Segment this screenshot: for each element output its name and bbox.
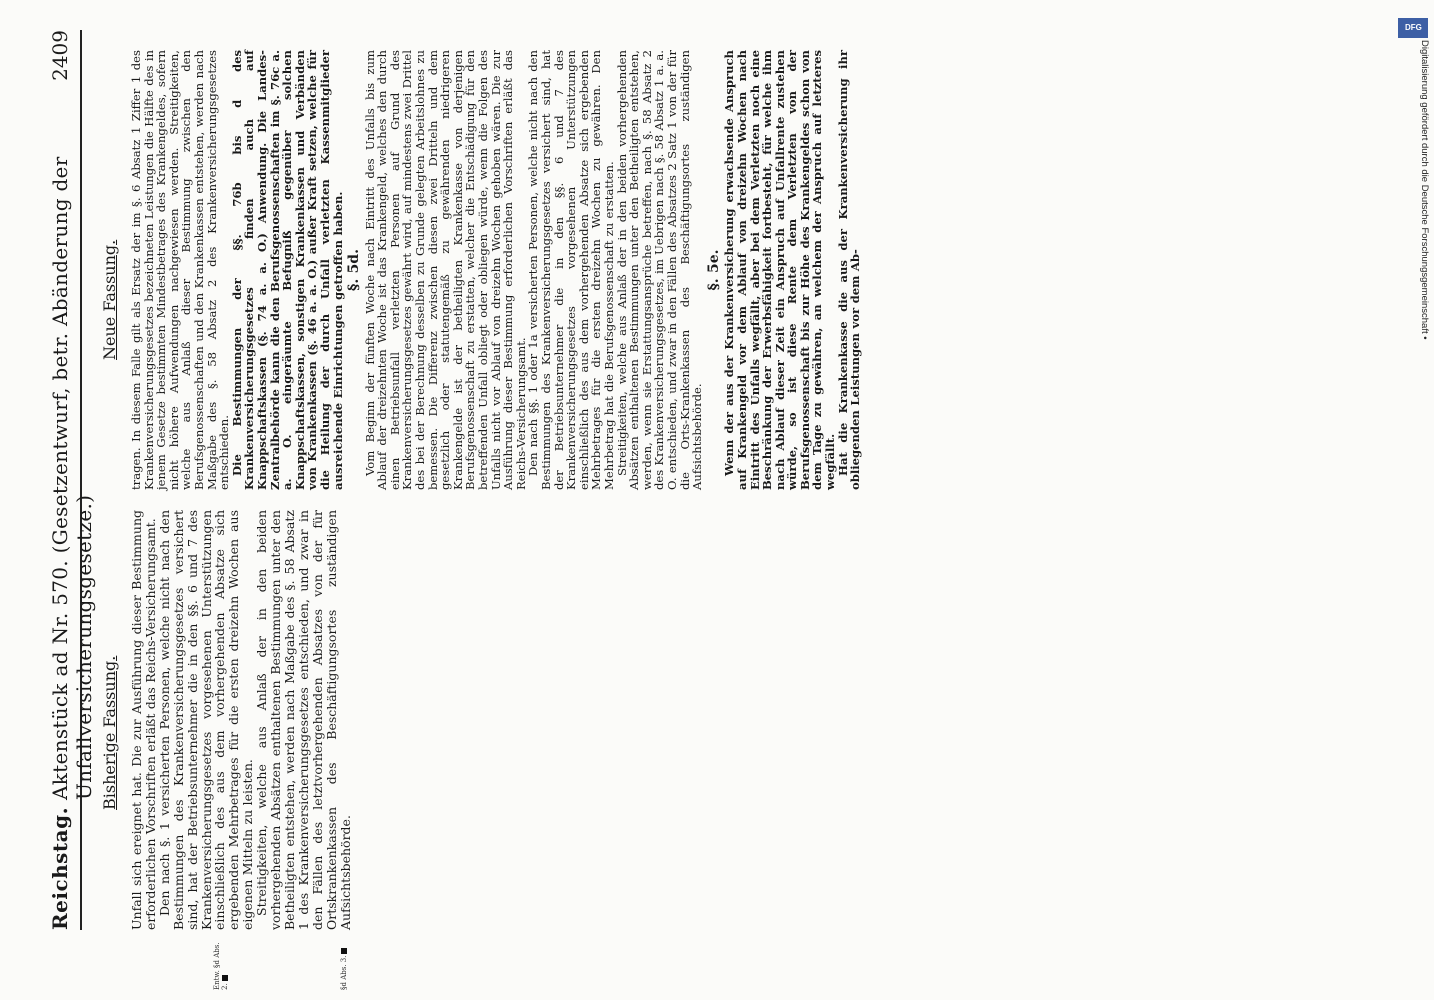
header-reichstag: Reichstag. [48,806,72,930]
right-paragraph-bold: Die Bestimmungen der §§. 76b bis d des Krankenversicherungsgesetzes finden auch auf Knappschaftskassen (§. 74 a. a. O.) Anwendung. Die Landes-Zentralbehörde kann die den Berufsgenossenschaften im §. 76c a. a. O. eingeräumte Befugniß gegenüber solchen Knappschaftskassen, sonstigen Krankenkassen und Verbänden von Krankenkassen (§. 46 a. a. O.) außer Kraft setzen, welche für die Heilung der durch Unfall verletzten Kassenmitglieder ausreichende Einrichtungen getroffen haben. [229,50,345,490]
page-header [40,30,96,930]
section-heading: §. 5e. [705,249,722,291]
margin-note-text: §d Abs. 3. [340,955,348,990]
right-column [130,50,862,490]
margin-marker-icon [222,975,228,981]
left-paragraph: Unfall sich ereignet hat. Die zur Ausführung dieser Bestimmung erforderlichen Vorschriften erläßt das Reichs-Versicherungsamt. [129,510,158,930]
right-paragraph: Den nach §§. 1 oder 1a versicherten Personen, welche nicht nach den Bestimmungen des Krankenversicherungsgesetzes versichert sind, hat der Betriebsunternehmer die in den §§. 6 und 7 des Krankenversicherungsgesetzes vorgesehenen Unterstützungen einschließlich des aus dem vorhergehenden Absatze sich ergebenden Mehrbetrages für die ersten dreizehn Wochen zu gewähren. Den Mehrbetrag hat die Berufsgenossenschaft zu erstatten. [526,50,616,490]
page-number: 2409 [48,30,72,81]
right-paragraph-bold: Hat die Krankenkasse die aus der Krankenversicherung ihr obliegenden Leistungen vor dem Ab- [835,50,863,490]
right-paragraph-bold: Wenn der aus der Krankenversicherung erwachsende Anspruch auf Krankengeld vor dem Ablauf von dreizehn Wochen nach Eintritt des Unfalls wegfällt, aber bei dem Verletzten noch eine Beschränkung der Erwerbsfähigkeit fortbesteht, für welche ihm nach Ablauf dieser Zeit ein Anspruch auf Unfallrente zustehen würde, so ist diese Rente dem Verletzten von der Berufsgenossenschaft bis zur Höhe des Krankengeldes schon von dem Tage zu gewähren, an welchem der Anspruch auf letzteres wegfällt. [722,50,838,490]
right-paragraph: Streitigkeiten, welche aus Anlaß der in den beiden vorhergehenden Absätzen enthaltenen Bestimmungen unter den Betheiligten entstehen, werden, wenn sie Erstattungsansprüche betreffen, nach §. 58 Absatz 2 des Krankenversicherungsgesetzes, im Uebrigen nach §. 58 Absatz 1 a. a. O. entschieden, und zwar in den Fällen des Absatzes 2 Satz 1 von der für die Orts-Krankenkassen des Beschäftigungsortes zuständigen Aufsichtsbehörde. [614,50,705,490]
digitization-credit [1418,40,1434,1000]
margin-note [213,935,229,990]
digitization-credit-strip [0,0,1434,40]
section-heading: §. 5d. [346,249,363,291]
margin-marker-icon [341,948,347,954]
credit-text: Digitalisierung gefördert durch die Deutsche Forschungsgemeinschaft • [1419,40,1430,340]
dfg-logo: DFG [1398,18,1428,38]
margin-note [340,935,348,990]
right-paragraph: Vom Beginn der fünften Woche nach Eintritt des Unfalls bis zum Ablauf der dreizehnten Woche ist das Krankengeld, welches den durch einen Betriebsunfall verletzten Personen auf Grund des Krankenversicherungsgesetzes gewährt wird, auf mindestens zwei Drittel des bei der Berechnung desselben zu Grunde gelegten Arbeitslohnes zu bemessen. Die Differenz zwischen diesen zwei Dritteln und dem gesetzlich oder statutengemäß zu gewährenden niedrigeren Krankengelde ist der betheiligten Krankenkasse von derjenigen Berufsgenossenschaft zu erstatten, welcher die Entschädigung für den betreffenden Unfall obliegt oder obliegen würde, wenn die Folgen des Unfalls nicht vor Ablauf von dreizehn Wochen gehoben wären. Die zur Ausführung dieser Bestimmung erforderlichen Vorschriften erläßt das Reichs-Versicherungsamt. [362,50,528,490]
left-paragraph: Streitigkeiten, welche aus Anlaß der in den beiden vorhergehenden Absätzen enthaltenen Bestimmungen unter den Betheiligten entstehen, werden nach Maßgabe des §. 58 Absatz 1 des Krankenversicherungsgesetzes entschieden, und zwar in den Fällen des letztvorhergehenden Absatzes von der für Ortskrankenkassen des Beschäftigungsortes zuständigen Aufsichtsbehörde. [254,510,353,930]
right-column-heading: Neue Fassung. [100,239,119,360]
left-column-heading: Bisherige Fassung. [100,655,119,810]
left-column [130,510,353,930]
header-title: Aktenstück ad Nr. 570. (Gesetzentwurf, betr. Abänderung der Unfallversicherungsgesetze.) [48,156,96,800]
right-paragraph: tragen. In diesem Falle gilt als Ersatz der im §. 6 Absatz 1 Ziffer 1 des Krankenversicherungsgesetzes bezeichneten Leistungen die Hälfte des in jenem Gesetze bestimmten Mindestbetrages des Krankengeldes, sofern nicht höhere Aufwendungen nachgewiesen werden. Streitigkeiten, welche aus Anlaß dieser Bestimmung zwischen den Berufsgenossenschaften und den Krankenkassen entstehen, werden nach Maßgabe des §. 58 Absatz 2 des Krankenversicherungsgesetzes entschieden. [129,50,232,490]
left-paragraph: Den nach §. 1 versicherten Personen, welche nicht nach den Bestimmungen des Krankenversicherungsgesetzes versichert sind, hat der Betriebsunternehmer die in den §§. 6 und 7 des Krankenversicherungsgesetzes vorgesehenen Unterstützungen einschließlich des aus dem vorhergehenden Absatze sich ergebenden Mehrbetrages für die ersten dreizehn Wochen aus eigenen Mitteln zu leisten. [156,510,256,930]
margin-note-text: Entw. §d Abs. 2. [213,942,229,990]
